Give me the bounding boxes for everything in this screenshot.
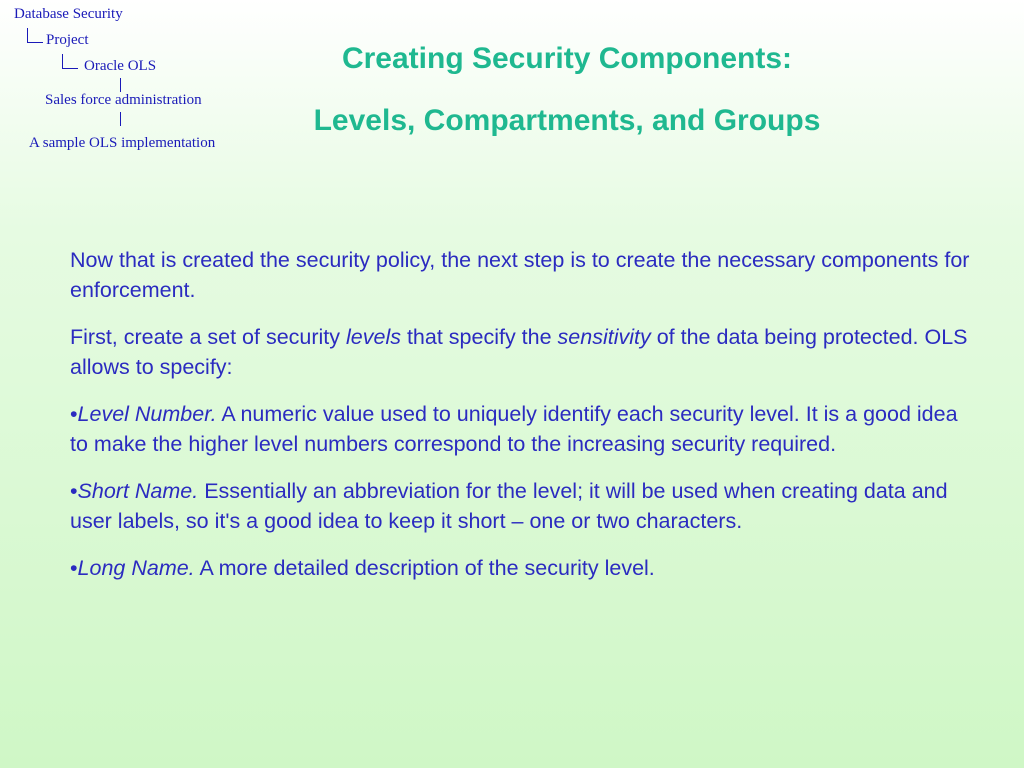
bullet-term: Short Name. bbox=[77, 479, 199, 503]
breadcrumb-item-oracle-ols[interactable]: Oracle OLS bbox=[84, 58, 157, 74]
bullet-text: A numeric value used to uniquely identify each security level. It is a good idea to make the higher level numbers correspond to the increasing security required. bbox=[70, 402, 958, 456]
text-segment: that specify the bbox=[400, 325, 558, 349]
bullet-short-name bbox=[70, 476, 970, 536]
tree-connector-line bbox=[27, 28, 28, 43]
tree-connector-line bbox=[62, 54, 63, 69]
breadcrumb-item-database-security[interactable]: Database Security bbox=[14, 6, 123, 22]
bullet-text: A more detailed description of the security level. bbox=[194, 556, 655, 580]
breadcrumb-item-project[interactable]: Project bbox=[46, 32, 89, 48]
paragraph-levels bbox=[70, 322, 970, 382]
text-segment: of the data being protected. OLS allows to specify: bbox=[70, 325, 968, 379]
paragraph-intro: Now that is created the security policy, the next step is to create the necessary components for enforcement. bbox=[70, 248, 970, 302]
breadcrumb-item-sample-ols-implementation[interactable]: A sample OLS implementation bbox=[29, 135, 216, 151]
emphasis-levels: levels bbox=[346, 325, 401, 349]
bullet-marker: • bbox=[70, 556, 78, 580]
bullet-level-number bbox=[70, 399, 970, 459]
breadcrumb-item-sales-force-administration[interactable]: Sales force administration bbox=[45, 92, 202, 108]
text-segment: First, create a set of security bbox=[70, 325, 347, 349]
bullet-text: Essentially an abbreviation for the level; it will be used when creating data and user labels, so it's a good idea to keep it short – one or two characters. bbox=[70, 479, 948, 533]
page-title-line-1: Creating Security Components: bbox=[341, 42, 793, 75]
bullet-long-name bbox=[70, 553, 970, 583]
tree-connector-line bbox=[120, 78, 121, 92]
bullet-term: Long Name. bbox=[77, 556, 195, 580]
bullet-term: Level Number. bbox=[77, 402, 217, 426]
page-title-line-2: Levels, Compartments, and Groups bbox=[313, 104, 821, 137]
breadcrumb bbox=[0, 0, 270, 160]
tree-connector-line bbox=[120, 112, 121, 126]
slide-content bbox=[70, 245, 970, 600]
tree-connector-line bbox=[62, 68, 78, 69]
bullet-marker: • bbox=[70, 402, 78, 426]
tree-connector-line bbox=[27, 42, 43, 43]
bullet-marker: • bbox=[70, 479, 78, 503]
emphasis-sensitivity: sensitivity bbox=[557, 325, 651, 349]
